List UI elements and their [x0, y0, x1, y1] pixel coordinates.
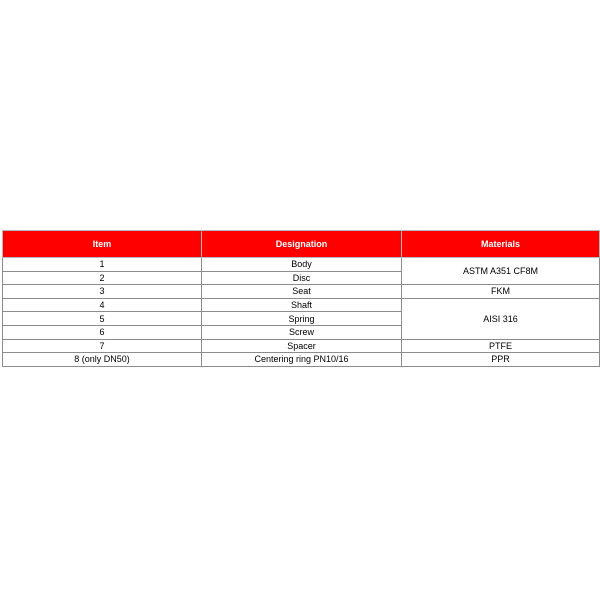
header-item: Item	[3, 231, 202, 258]
item-cell: 8 (only DN50)	[3, 353, 202, 367]
item-cell: 4	[3, 298, 202, 312]
item-cell: 3	[3, 285, 202, 299]
header-designation: Designation	[202, 231, 402, 258]
designation-cell: Disc	[202, 271, 402, 285]
item-cell: 7	[3, 339, 202, 353]
material-cell: PTFE	[402, 339, 600, 353]
designation-cell: Screw	[202, 325, 402, 339]
table-row	[3, 339, 600, 353]
designation-cell: Seat	[202, 285, 402, 299]
material-cell: AISI 316	[402, 298, 600, 339]
item-cell: 5	[3, 312, 202, 326]
designation-cell: Shaft	[202, 298, 402, 312]
item-cell: 6	[3, 325, 202, 339]
table-row	[3, 258, 600, 272]
designation-cell: Spring	[202, 312, 402, 326]
table-row	[3, 298, 600, 312]
table-row	[3, 353, 600, 367]
material-cell: PPR	[402, 353, 600, 367]
designation-cell: Centering ring PN10/16	[202, 353, 402, 367]
designation-cell: Spacer	[202, 339, 402, 353]
materials-table	[2, 230, 600, 367]
table-row	[3, 285, 600, 299]
table-header-row	[3, 231, 600, 258]
header-materials: Materials	[402, 231, 600, 258]
material-cell: ASTM A351 CF8M	[402, 258, 600, 285]
designation-cell: Body	[202, 258, 402, 272]
item-cell: 2	[3, 271, 202, 285]
material-cell: FKM	[402, 285, 600, 299]
item-cell: 1	[3, 258, 202, 272]
